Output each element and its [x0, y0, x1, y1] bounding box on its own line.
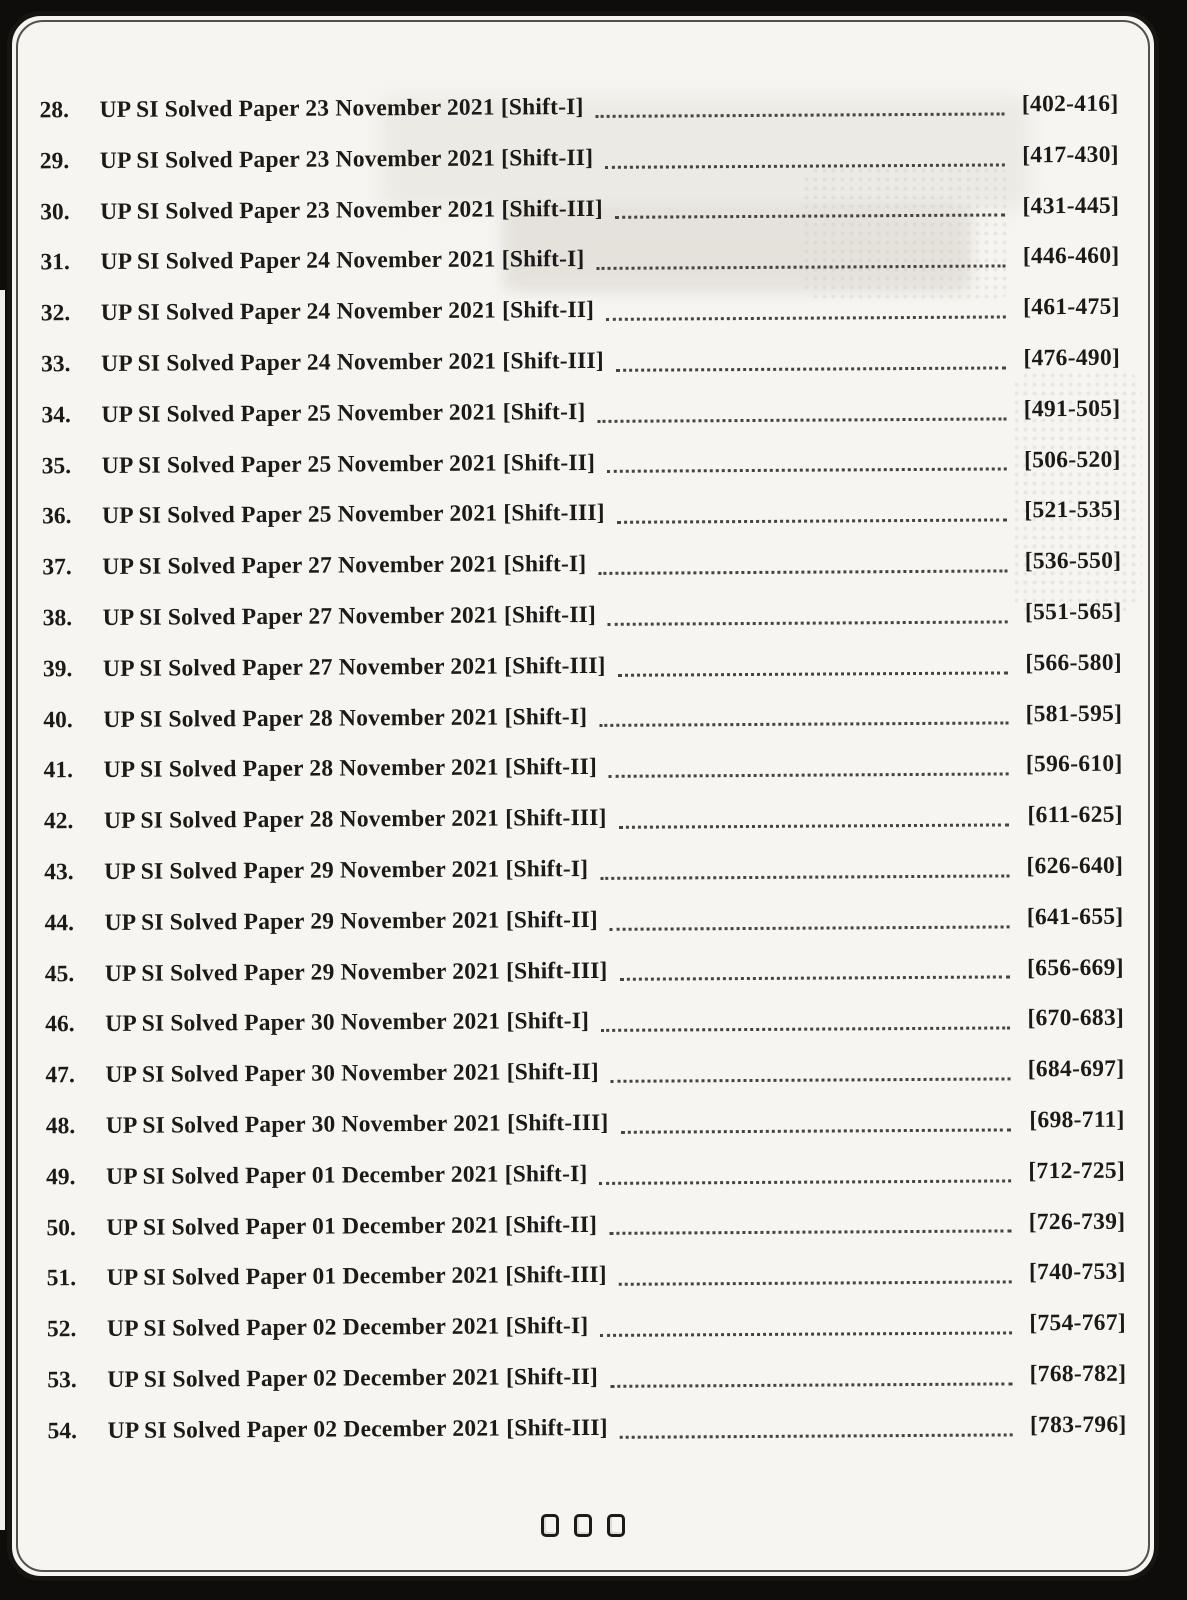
toc-entry-pages: [476-490]	[1023, 344, 1121, 372]
dot-leader	[599, 1179, 1011, 1185]
toc-entry-pages: [768-782]	[1029, 1360, 1127, 1388]
toc-entry-title: UP SI Solved Paper 24 November 2021 [Shift-III]	[101, 347, 604, 377]
dot-leader	[620, 976, 1010, 981]
toc-entry-pages: [431-445]	[1022, 192, 1120, 219]
toc-entry-number: 52.	[46, 1316, 77, 1343]
dot-leader	[609, 773, 1009, 778]
toc-entry-pages: [684-697]	[1027, 1055, 1125, 1083]
toc-entry-pages: [506-520]	[1023, 446, 1121, 473]
toc-entry-number: 32.	[40, 300, 71, 327]
toc-entry-title: UP SI Solved Paper 02 December 2021 [Shift-II]	[107, 1363, 599, 1393]
toc-entry-title: UP SI Solved Paper 01 December 2021 [Shift-I]	[106, 1160, 588, 1190]
toc-row	[41, 282, 1120, 339]
toc-entry-title: UP SI Solved Paper 01 December 2021 [Shift-II]	[106, 1211, 598, 1241]
toc-entry-number: 54.	[47, 1417, 78, 1445]
toc-entry-pages: [491-505]	[1023, 395, 1121, 423]
toc-entry-number: 41.	[43, 757, 74, 784]
toc-row	[47, 1349, 1126, 1406]
dot-leader	[608, 620, 1008, 625]
dot-leader	[621, 1128, 1011, 1133]
shadowed-square-icon	[574, 1514, 592, 1537]
toc-row	[45, 942, 1124, 999]
dot-leader	[601, 1027, 1010, 1032]
toc-entry-number: 53.	[47, 1367, 77, 1394]
toc-entry-number: 30.	[40, 198, 70, 225]
toc-entry-title: UP SI Solved Paper 25 November 2021 [Shift-III]	[101, 500, 605, 530]
toc-entry-title: UP SI Solved Paper 24 November 2021 [Shift-II]	[100, 297, 595, 327]
dot-leader	[607, 468, 1007, 473]
toc-entry-title: UP SI Solved Paper 29 November 2021 [Shift-I]	[104, 855, 589, 885]
toc-entry-title: UP SI Solved Paper 25 November 2021 [Shift-II]	[101, 449, 596, 479]
toc-row	[46, 1095, 1125, 1152]
toc-row	[47, 1399, 1126, 1456]
toc-row	[47, 1298, 1126, 1355]
toc-row	[46, 1196, 1125, 1253]
toc-entry-pages: [596-610]	[1025, 751, 1123, 778]
toc-entry-number: 36.	[41, 503, 72, 530]
toc-entry-pages: [402-416]	[1021, 90, 1119, 118]
toc-entry-number: 40.	[43, 706, 73, 733]
dot-leader	[596, 112, 1005, 117]
toc-row	[41, 384, 1120, 441]
dot-leader	[610, 1382, 1012, 1387]
toc-list	[12, 13, 1164, 1580]
toc-entry-number: 37.	[42, 554, 72, 581]
dot-leader	[619, 823, 1009, 828]
toc-entry-number: 48.	[45, 1113, 76, 1140]
toc-entry-number: 29.	[39, 147, 70, 175]
toc-entry-title: UP SI Solved Paper 23 November 2021 [Shift-III]	[100, 195, 603, 225]
toc-entry-title: UP SI Solved Paper 30 November 2021 [Shift-III]	[105, 1109, 609, 1139]
toc-entry-number: 45.	[44, 960, 75, 987]
toc-entry-title: UP SI Solved Paper 29 November 2021 [Shift-II]	[104, 906, 598, 936]
toc-row	[43, 587, 1122, 644]
toc-row	[43, 688, 1122, 745]
dot-leader	[609, 1230, 1011, 1235]
toc-entry-title: UP SI Solved Paper 25 November 2021 [Shift-I]	[101, 398, 586, 428]
toc-entry-number: 28.	[39, 97, 70, 124]
toc-entry-title: UP SI Solved Paper 29 November 2021 [Shift-III]	[104, 957, 608, 987]
toc-entry-title: UP SI Solved Paper 24 November 2021 [Shift-I]	[100, 246, 585, 276]
toc-entry-number: 49.	[46, 1163, 76, 1191]
toc-entry-number: 51.	[46, 1265, 77, 1292]
shadowed-square-icon	[541, 1514, 559, 1537]
toc-entry-pages: [581-595]	[1025, 700, 1123, 727]
dot-leader	[617, 519, 1007, 524]
toc-row	[41, 333, 1120, 390]
toc-entry-pages: [712-725]	[1028, 1157, 1126, 1185]
toc-entry-number: 42.	[43, 808, 74, 835]
toc-entry-pages: [551-565]	[1024, 598, 1122, 626]
toc-row	[45, 1044, 1124, 1101]
toc-entry-pages: [740-753]	[1028, 1259, 1126, 1286]
toc-entry-title: UP SI Solved Paper 27 November 2021 [Shift-III]	[102, 652, 606, 682]
toc-entry-pages: [566-580]	[1025, 649, 1123, 677]
toc-entry-pages: [521-535]	[1024, 497, 1122, 524]
toc-entry-pages: [656-669]	[1027, 954, 1124, 981]
toc-entry-number: 39.	[42, 655, 73, 683]
toc-entry-title: UP SI Solved Paper 01 December 2021 [Shift-III]	[106, 1262, 607, 1292]
dot-leader	[615, 214, 1005, 219]
toc-entry-title: UP SI Solved Paper 28 November 2021 [Shift-II]	[103, 754, 598, 784]
toc-entry-number: 44.	[44, 909, 74, 937]
toc-entry-title: UP SI Solved Paper 30 November 2021 [Shift-I]	[105, 1008, 590, 1038]
toc-row	[43, 637, 1122, 694]
dot-leader	[611, 1077, 1011, 1082]
toc-row	[44, 790, 1123, 847]
toc-row	[39, 79, 1118, 136]
dot-leader	[620, 1433, 1013, 1438]
toc-entry-title: UP SI Solved Paper 02 December 2021 [Shift-III]	[107, 1414, 608, 1444]
toc-row	[47, 1247, 1126, 1304]
toc-row	[40, 130, 1119, 187]
toc-entry-pages: [626-640]	[1026, 852, 1124, 880]
dot-leader	[597, 417, 1006, 422]
toc-entry-number: 47.	[45, 1062, 75, 1089]
toc-entry-number: 34.	[41, 401, 71, 429]
toc-row	[40, 231, 1119, 288]
toc-entry-pages: [783-796]	[1029, 1411, 1127, 1439]
dot-leader	[610, 925, 1010, 930]
toc-entry-number: 50.	[46, 1214, 76, 1241]
dot-leader	[600, 1331, 1012, 1337]
toc-entry-pages: [461-475]	[1023, 293, 1120, 321]
toc-entry-title: UP SI Solved Paper 23 November 2021 [Shift-II]	[99, 144, 594, 174]
end-marker	[12, 1514, 1154, 1537]
toc-row	[42, 485, 1121, 542]
toc-row	[42, 434, 1121, 491]
toc-entry-pages: [446-460]	[1022, 243, 1120, 270]
dot-leader	[600, 874, 1009, 879]
dot-leader	[616, 366, 1006, 371]
toc-entry-number: 31.	[40, 249, 70, 276]
dot-leader	[618, 671, 1008, 676]
toc-entry-pages: [698-711]	[1029, 1106, 1125, 1134]
toc-entry-pages: [536-550]	[1024, 547, 1122, 575]
toc-entry-pages: [611-625]	[1027, 801, 1123, 829]
toc-entry-number: 35.	[41, 452, 72, 479]
toc-row	[40, 180, 1119, 237]
toc-entry-pages: [754-767]	[1029, 1309, 1127, 1337]
toc-entry-title: UP SI Solved Paper 28 November 2021 [Shift-I]	[103, 703, 588, 733]
shadowed-square-icon	[607, 1514, 625, 1537]
toc-row	[44, 841, 1123, 898]
toc-entry-title: UP SI Solved Paper 27 November 2021 [Shift-I]	[102, 551, 587, 581]
toc-entry-number: 38.	[42, 605, 73, 632]
dot-leader	[606, 315, 1006, 320]
toc-entry-pages: [417-430]	[1022, 141, 1119, 169]
toc-entry-title: UP SI Solved Paper 02 December 2021 [Shift-I]	[106, 1313, 589, 1343]
dot-leader	[598, 569, 1007, 574]
toc-row	[44, 891, 1123, 948]
book-page	[7, 11, 1159, 1581]
toc-entry-number: 43.	[44, 859, 74, 886]
toc-entry-title: UP SI Solved Paper 30 November 2021 [Shift-II]	[105, 1059, 599, 1089]
toc-entry-title: UP SI Solved Paper 28 November 2021 [Shift-III]	[103, 805, 607, 835]
dot-leader	[599, 722, 1008, 727]
toc-row	[42, 536, 1121, 593]
toc-entry-title: UP SI Solved Paper 23 November 2021 [Shift-I]	[99, 93, 584, 123]
dot-leader	[605, 163, 1005, 168]
toc-row	[43, 739, 1122, 796]
dot-leader	[597, 265, 1006, 270]
toc-entry-pages: [726-739]	[1028, 1208, 1126, 1235]
dot-leader	[619, 1281, 1012, 1286]
toc-entry-title: UP SI Solved Paper 27 November 2021 [Shift-II]	[102, 601, 597, 631]
toc-row	[45, 993, 1124, 1050]
toc-entry-pages: [670-683]	[1027, 1005, 1125, 1032]
toc-entry-pages: [641-655]	[1026, 903, 1124, 931]
toc-entry-number: 46.	[45, 1011, 75, 1038]
toc-entry-number: 33.	[41, 351, 71, 378]
toc-row	[46, 1145, 1125, 1202]
